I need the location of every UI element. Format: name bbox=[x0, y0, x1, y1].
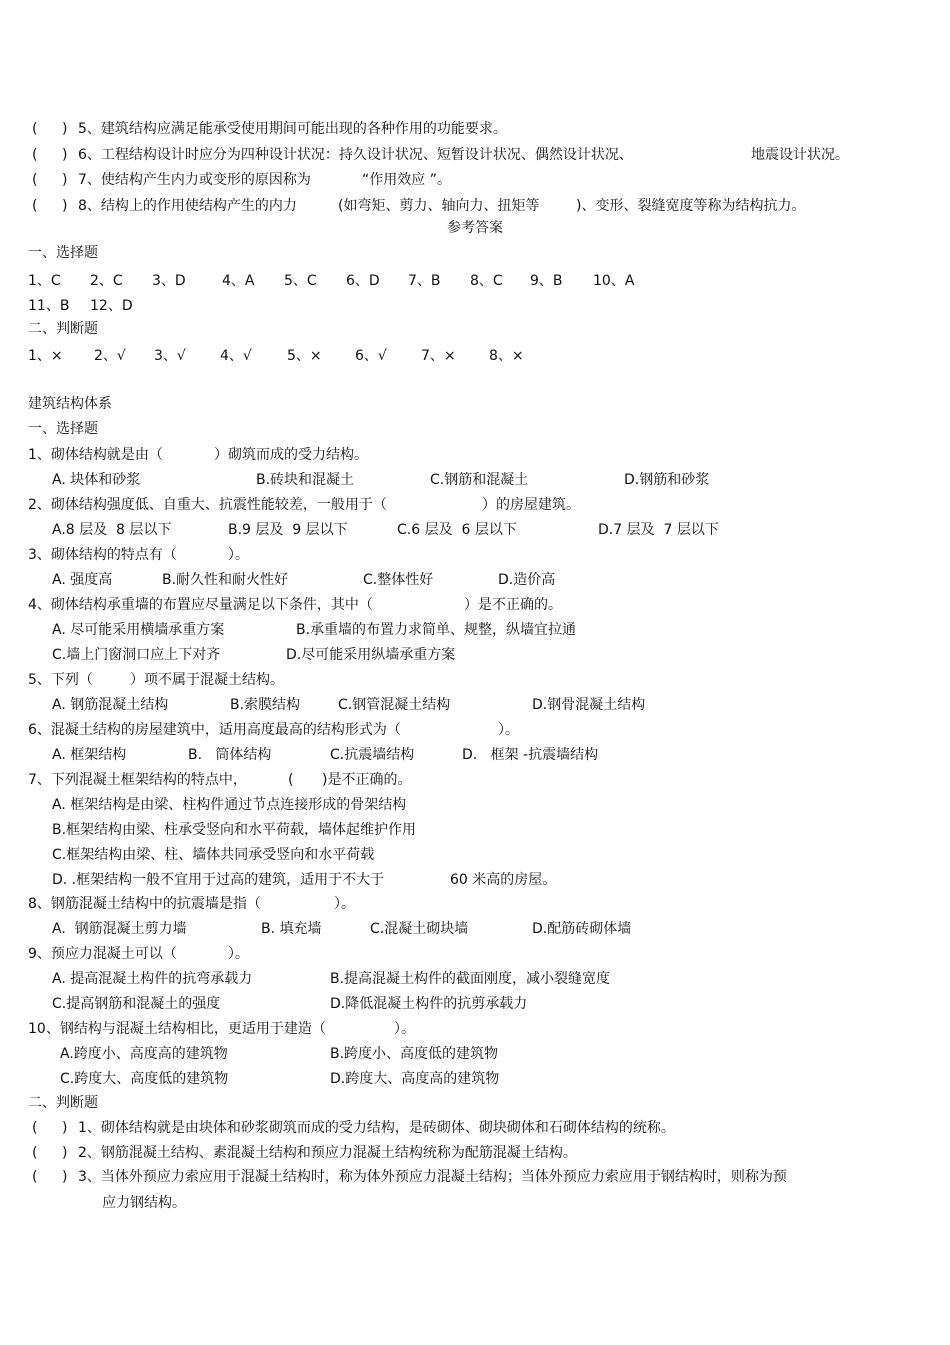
question-7-option-c: C.框架结构由梁、柱、墙体共同承受竖向和水平荷载 bbox=[52, 847, 375, 863]
question-stem: 3、砌体结构的特点有（ bbox=[28, 547, 177, 563]
question-stem: 4、砌体结构承重墙的布置应尽量满足以下条件，其中（ bbox=[28, 597, 373, 613]
answer-bracket-open: ( bbox=[32, 172, 38, 188]
option-a: A. 钢筋混凝土结构 bbox=[52, 697, 169, 713]
section-title: 建筑结构体系 bbox=[28, 396, 112, 412]
answer-bracket-close: ) bbox=[62, 121, 68, 137]
answer-item: 10、A bbox=[593, 273, 635, 289]
section-choice-heading: 一、选择题 bbox=[28, 421, 98, 437]
answer-bracket-close: ) bbox=[62, 1145, 68, 1161]
option-a: A.跨度小、高度高的建筑物 bbox=[60, 1046, 228, 1062]
option-d: D. .框架结构一般不宜用于过高的建筑，适用于不大于 bbox=[52, 872, 385, 888]
answer-bracket-open: ( bbox=[32, 1120, 38, 1136]
question-stem-end: ）。 bbox=[334, 896, 355, 912]
answer-bracket-open: ( bbox=[32, 1169, 38, 1185]
judgment-text-tail: )、变形、裂缝宽度等称为结构抗力。 bbox=[576, 198, 806, 214]
judgment-text-tail: 地震设计状况。 bbox=[751, 147, 849, 163]
question-stem-end: ）是不正确的。 bbox=[464, 597, 562, 613]
question-stem: 7、下列混凝土框架结构的特点中， bbox=[28, 772, 247, 788]
judgment-item-3-continued: 应力钢结构。 bbox=[102, 1195, 186, 1211]
option-b: B.砖块和混凝土 bbox=[256, 472, 355, 488]
answer-item: 11、B bbox=[28, 298, 70, 314]
option-d: D.降低混凝土构件的抗剪承载力 bbox=[330, 996, 528, 1012]
question-stem: 6、混凝土结构的房屋建筑中，适用高度最高的结构形式为（ bbox=[28, 722, 401, 738]
option-d: D.跨度大、高度高的建筑物 bbox=[330, 1071, 500, 1087]
question-stem-end: ）砌筑而成的受力结构。 bbox=[214, 447, 368, 463]
judgment-text-tail: “作用效应 ”。 bbox=[362, 172, 451, 188]
answer-item: 6、D bbox=[346, 273, 380, 289]
question-7-option-b: B.框架结构由梁、柱承受竖向和水平荷载，墙体起维护作用 bbox=[52, 822, 417, 838]
judgment-text: 5、建筑结构应满足能承受使用期间可能出现的各种作用的功能要求。 bbox=[78, 121, 507, 137]
judgment-text: 2、钢筋混凝土结构、素混凝土结构和预应力混凝土结构统称为配筋混凝土结构。 bbox=[78, 1145, 577, 1161]
answer-bracket-open: ( bbox=[32, 1145, 38, 1161]
option-c: C.整体性好 bbox=[363, 572, 434, 588]
option-c: C.抗震墙结构 bbox=[330, 747, 415, 763]
answer-bracket-close: ) bbox=[62, 172, 68, 188]
question-stem-end: ）。 bbox=[228, 946, 249, 962]
option-a: A. 块体和砂浆 bbox=[52, 472, 141, 488]
option-b: B.耐久性和耐火性好 bbox=[162, 572, 289, 588]
question-stem-end: ）。 bbox=[394, 1021, 415, 1037]
answer-item: 4、√ bbox=[220, 348, 252, 364]
option-c: C.6 层及 6 层以下 bbox=[397, 522, 517, 538]
option-c: C.提高钢筋和混凝土的强度 bbox=[52, 996, 221, 1012]
option-b: B. 筒体结构 bbox=[188, 747, 272, 763]
judgment-text: 1、砌体结构就是由块体和砂浆砌筑而成的受力结构，是砖砌体、砌块砌体和石砌体结构的统称。 bbox=[78, 1120, 675, 1136]
option-d: D.钢筋和砂浆 bbox=[624, 472, 710, 488]
option-c: C.混凝土砌块墙 bbox=[370, 921, 469, 937]
judgment-text: 6、工程结构设计时应分为四种设计状况：持久设计状况、短暂设计状况、偶然设计状况、 bbox=[78, 147, 633, 163]
section-judge-heading: 二、判断题 bbox=[28, 1095, 98, 1111]
option-b: B.提高混凝土构件的截面刚度，减小裂缝宽度 bbox=[330, 971, 611, 987]
answer-item: 7、× bbox=[421, 348, 456, 364]
judgment-text: 3、当体外预应力索应用于混凝土结构时，称为体外预应力混凝土结构；当体外预应力索应用于钢结构时，则称为预 bbox=[78, 1169, 787, 1185]
option-d: D.7 层及 7 层以下 bbox=[598, 522, 719, 538]
option-c: C.墙上门窗洞口应上下对齐 bbox=[52, 647, 221, 663]
answer-bracket-open: ( bbox=[32, 147, 38, 163]
judgment-text: 8、结构上的作用使结构产生的内力 bbox=[78, 198, 297, 214]
question-stem-end: ）。 bbox=[498, 722, 519, 738]
question-stem-end: ）。 bbox=[228, 547, 249, 563]
option-c: C.钢管混凝土结构 bbox=[338, 697, 451, 713]
answer-item: 1、C bbox=[28, 273, 61, 289]
answer-bracket-open: ( bbox=[32, 121, 38, 137]
answer-item: 3、D bbox=[152, 273, 186, 289]
answer-item: 5、C bbox=[284, 273, 317, 289]
answer-item: 12、D bbox=[90, 298, 133, 314]
question-7-option-a: A. 框架结构是由梁、柱构件通过节点连接形成的骨架结构 bbox=[52, 797, 407, 813]
option-a: A.8 层及 8 层以下 bbox=[52, 522, 172, 538]
option-b: B.跨度小、高度低的建筑物 bbox=[330, 1046, 499, 1062]
answer-bracket-close: ) bbox=[62, 198, 68, 214]
answer-judge-heading: 二、判断题 bbox=[28, 321, 98, 337]
question-stem: 1、砌体结构就是由（ bbox=[28, 447, 163, 463]
option-a: A. 强度高 bbox=[52, 572, 113, 588]
option-c: C.跨度大、高度低的建筑物 bbox=[60, 1071, 229, 1087]
option-d: D.钢骨混凝土结构 bbox=[532, 697, 646, 713]
answer-item: 6、√ bbox=[355, 348, 387, 364]
answer-item: 7、B bbox=[408, 273, 441, 289]
option-b: B. 填充墙 bbox=[261, 921, 322, 937]
answer-bracket-close: ) bbox=[62, 147, 68, 163]
answer-item: 4、A bbox=[222, 273, 255, 289]
answer-item: 8、C bbox=[470, 273, 503, 289]
answer-item: 3、√ bbox=[154, 348, 186, 364]
answer-item: 2、√ bbox=[94, 348, 126, 364]
option-a: A. 框架结构 bbox=[52, 747, 127, 763]
answer-item: 9、B bbox=[530, 273, 563, 289]
option-a: A. 尽可能采用横墙承重方案 bbox=[52, 622, 225, 638]
option-b: B.索膜结构 bbox=[230, 697, 301, 713]
question-stem-mid: ( bbox=[288, 772, 294, 788]
answer-bracket-open: ( bbox=[32, 198, 38, 214]
question-stem: 2、砌体结构强度低、自重大、抗震性能较差，一般用于（ bbox=[28, 497, 387, 513]
option-b: B.9 层及 9 层以下 bbox=[228, 522, 348, 538]
answer-item: 1、× bbox=[28, 348, 63, 364]
answer-title: 参考答案 bbox=[447, 220, 503, 236]
option-d: D.配筋砖砌体墙 bbox=[532, 921, 632, 937]
question-stem-end: ）的房屋建筑。 bbox=[482, 497, 580, 513]
answer-choice-heading: 一、选择题 bbox=[28, 245, 98, 261]
option-d: D.尽可能采用纵墙承重方案 bbox=[286, 647, 456, 663]
question-stem: 9、预应力混凝土可以（ bbox=[28, 946, 177, 962]
answer-item: 5、× bbox=[287, 348, 322, 364]
question-stem: 10、钢结构与混凝土结构相比，更适用于建造（ bbox=[28, 1021, 326, 1037]
option-d: D.造价高 bbox=[498, 572, 556, 588]
option-c: C.钢筋和混凝土 bbox=[430, 472, 529, 488]
option-a: A. 钢筋混凝土剪力墙 bbox=[52, 921, 187, 937]
question-stem: 8、钢筋混凝土结构中的抗震墙是指（ bbox=[28, 896, 261, 912]
answer-item: 8、× bbox=[489, 348, 524, 364]
judgment-text: 7、使结构产生内力或变形的原因称为 bbox=[78, 172, 311, 188]
option-d: D. 框架 -抗震墙结构 bbox=[462, 747, 599, 763]
answer-item: 2、C bbox=[90, 273, 123, 289]
question-stem: 5、下列（ bbox=[28, 672, 93, 688]
answer-bracket-close: ) bbox=[62, 1169, 68, 1185]
answer-bracket-close: ) bbox=[62, 1120, 68, 1136]
option-b: B.承重墙的布置力求简单、规整，纵墙宜拉通 bbox=[296, 622, 577, 638]
judgment-text-tail: (如弯矩、剪力、轴向力、扭矩等 bbox=[338, 198, 540, 214]
question-stem-end: )是不正确的。 bbox=[322, 772, 412, 788]
option-d-tail: 60 米高的房屋。 bbox=[450, 872, 557, 888]
question-stem-end: ）项不属于混凝土结构。 bbox=[130, 672, 284, 688]
option-a: A. 提高混凝土构件的抗弯承载力 bbox=[52, 971, 253, 987]
